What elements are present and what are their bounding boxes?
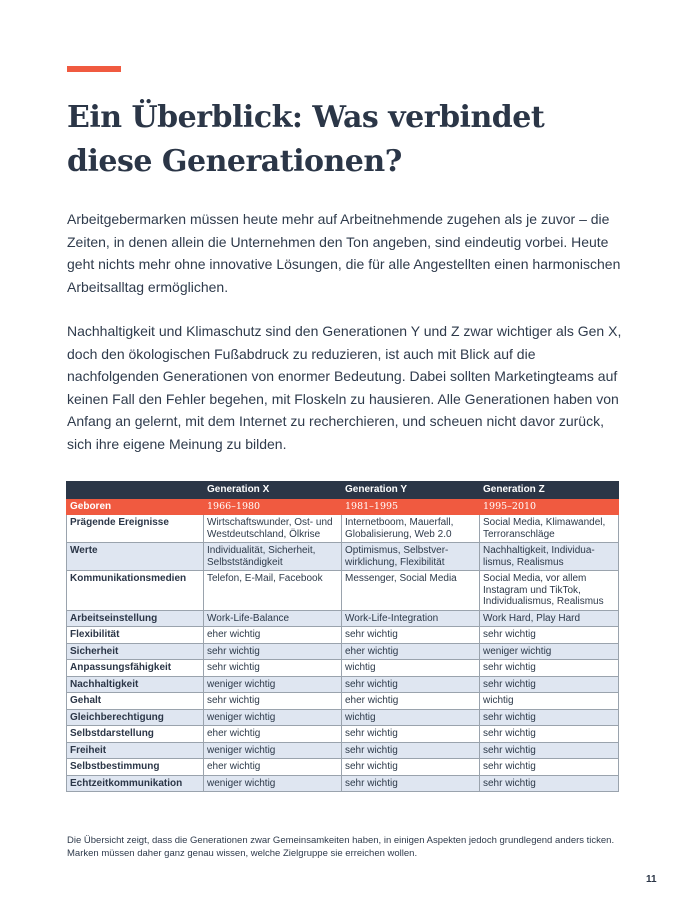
table-row [67, 660, 619, 677]
table-header-row [67, 482, 619, 499]
table-cell: Work-Life-Integration [342, 610, 480, 627]
generations-table [66, 481, 619, 792]
table-row [67, 709, 619, 726]
table-row [67, 627, 619, 644]
table-cell: eher wichtig [204, 627, 342, 644]
row-label: Anpassungsfähigkeit [67, 660, 204, 677]
table-cell: eher wichtig [342, 693, 480, 710]
table-cell: Work Hard, Play Hard [480, 610, 619, 627]
table-cell: Messenger, Social Media [342, 571, 480, 611]
table-row [67, 643, 619, 660]
born-year-y: 1981–1995 [342, 498, 480, 515]
table-row [67, 726, 619, 743]
page-title: Ein Überblick: Was verbindet diese Generationen? [67, 100, 545, 179]
header-generation-z: Generation Z [480, 482, 619, 499]
table-cell: weniger wichtig [204, 676, 342, 693]
row-label: Gehalt [67, 693, 204, 710]
table-cell: sehr wichtig [342, 742, 480, 759]
table-cell: sehr wichtig [204, 660, 342, 677]
table-caption: Die Übersicht zeigt, dass die Generationen zwar Gemeinsamkeiten haben, in einigen Aspekten jedoch grundlegend anders ticken. Marken müssen daher ganz genau wissen, welche Zielgruppe sie erreichen wollen. [67, 835, 615, 859]
accent-bar [67, 66, 121, 72]
table-row [67, 759, 619, 776]
page-number: 11 [646, 874, 657, 885]
table-cell: sehr wichtig [342, 726, 480, 743]
table-cell: sehr wichtig [480, 709, 619, 726]
table-cell: wichtig [342, 660, 480, 677]
header-generation-y: Generation Y [342, 482, 480, 499]
table-cell: Wirtschaftswunder, Ost- und Westdeutschland, Ölkrise [204, 515, 342, 543]
row-label: Prägende Ereignisse [67, 515, 204, 543]
table-cell: Individualität, Sicherheit, Selbstständigkeit [204, 543, 342, 571]
table-row [67, 515, 619, 543]
table-row [67, 742, 619, 759]
table-cell: weniger wichtig [480, 643, 619, 660]
table-cell: sehr wichtig [204, 643, 342, 660]
intro-paragraph: Arbeitgebermarken müssen heute mehr auf Arbeitnehmende zugehen als je zuvor – die Zeiten, in denen allein die Unternehmen den Ton angeben, sind eindeutig vorbei. Heute geht nichts mehr ohne innovative Lösungen, die für alle Angestellten einen harmonischen Arbeitsalltag ermöglichen. [67, 211, 621, 295]
table-cell: sehr wichtig [480, 676, 619, 693]
row-label: Echtzeitkommunikation [67, 775, 204, 792]
table-cell: weniger wichtig [204, 742, 342, 759]
row-label: Flexibilität [67, 627, 204, 644]
table-row [67, 543, 619, 571]
row-label: Selbstdarstellung [67, 726, 204, 743]
table-cell: weniger wichtig [204, 775, 342, 792]
table-row [67, 775, 619, 792]
table-cell: sehr wichtig [480, 775, 619, 792]
table-row [67, 693, 619, 710]
table-cell: eher wichtig [342, 643, 480, 660]
table-cell: sehr wichtig [480, 759, 619, 776]
table-cell: eher wichtig [204, 726, 342, 743]
table-cell: sehr wichtig [204, 693, 342, 710]
table-cell: sehr wichtig [480, 726, 619, 743]
table-cell: sehr wichtig [342, 775, 480, 792]
table-cell: Telefon, E-Mail, Facebook [204, 571, 342, 611]
table-row [67, 610, 619, 627]
born-year-x: 1966–1980 [204, 498, 342, 515]
row-label: Freiheit [67, 742, 204, 759]
table-cell: Social Media, Klimawandel, Terroranschläge [480, 515, 619, 543]
table-cell: sehr wichtig [480, 742, 619, 759]
row-label: Kommunikationsmedien [67, 571, 204, 611]
row-label: Sicherheit [67, 643, 204, 660]
row-label: Werte [67, 543, 204, 571]
row-label: Arbeitseinstellung [67, 610, 204, 627]
table-cell: Work-Life-Balance [204, 610, 342, 627]
table-cell: sehr wichtig [342, 676, 480, 693]
table-cell: eher wichtig [204, 759, 342, 776]
row-label: Selbstbestimmung [67, 759, 204, 776]
table-cell: wichtig [480, 693, 619, 710]
table-cell: sehr wichtig [342, 759, 480, 776]
table-row [67, 571, 619, 611]
table-cell: Social Media, vor allem Instagram und TikTok, Individualismus, Realismus [480, 571, 619, 611]
table-row [67, 676, 619, 693]
table-cell: sehr wichtig [342, 627, 480, 644]
born-label: Geboren [67, 498, 204, 515]
header-cell [67, 482, 204, 499]
body-paragraph: Nachhaltigkeit und Klimaschutz sind den Generationen Y und Z zwar wichtiger als Gen X, doch den ökologischen Fußabdruck zu reduzieren, ist auch mit Blick auf die nachfolgenden Generationen von enormer Bedeutung. Dabei sollten Marketingteams auf keinen Fall den Fehler begehen, mit Floskeln zu hausieren. Alle Generationen haben von Anfang an gelernt, mit dem Internet zu recherchieren, und scheuen nicht davor zurück, sich ihre eigene Meinung zu bilden. [67, 323, 622, 452]
table-cell: weniger wichtig [204, 709, 342, 726]
table-cell: wichtig [342, 709, 480, 726]
row-label: Nachhaltigkeit [67, 676, 204, 693]
row-label: Gleichberechtigung [67, 709, 204, 726]
table-cell: Internetboom, Mauerfall, Globalisierung, Web 2.0 [342, 515, 480, 543]
born-row [67, 498, 619, 515]
table-cell: sehr wichtig [480, 660, 619, 677]
table-cell: sehr wichtig [480, 627, 619, 644]
table-cell: Optimismus, Selbstverwirklichung, Flexibilität [342, 543, 480, 571]
table-cell: Nachhaltigkeit, Individualismus, Realismus [480, 543, 619, 571]
header-generation-x: Generation X [204, 482, 342, 499]
born-year-z: 1995–2010 [480, 498, 619, 515]
